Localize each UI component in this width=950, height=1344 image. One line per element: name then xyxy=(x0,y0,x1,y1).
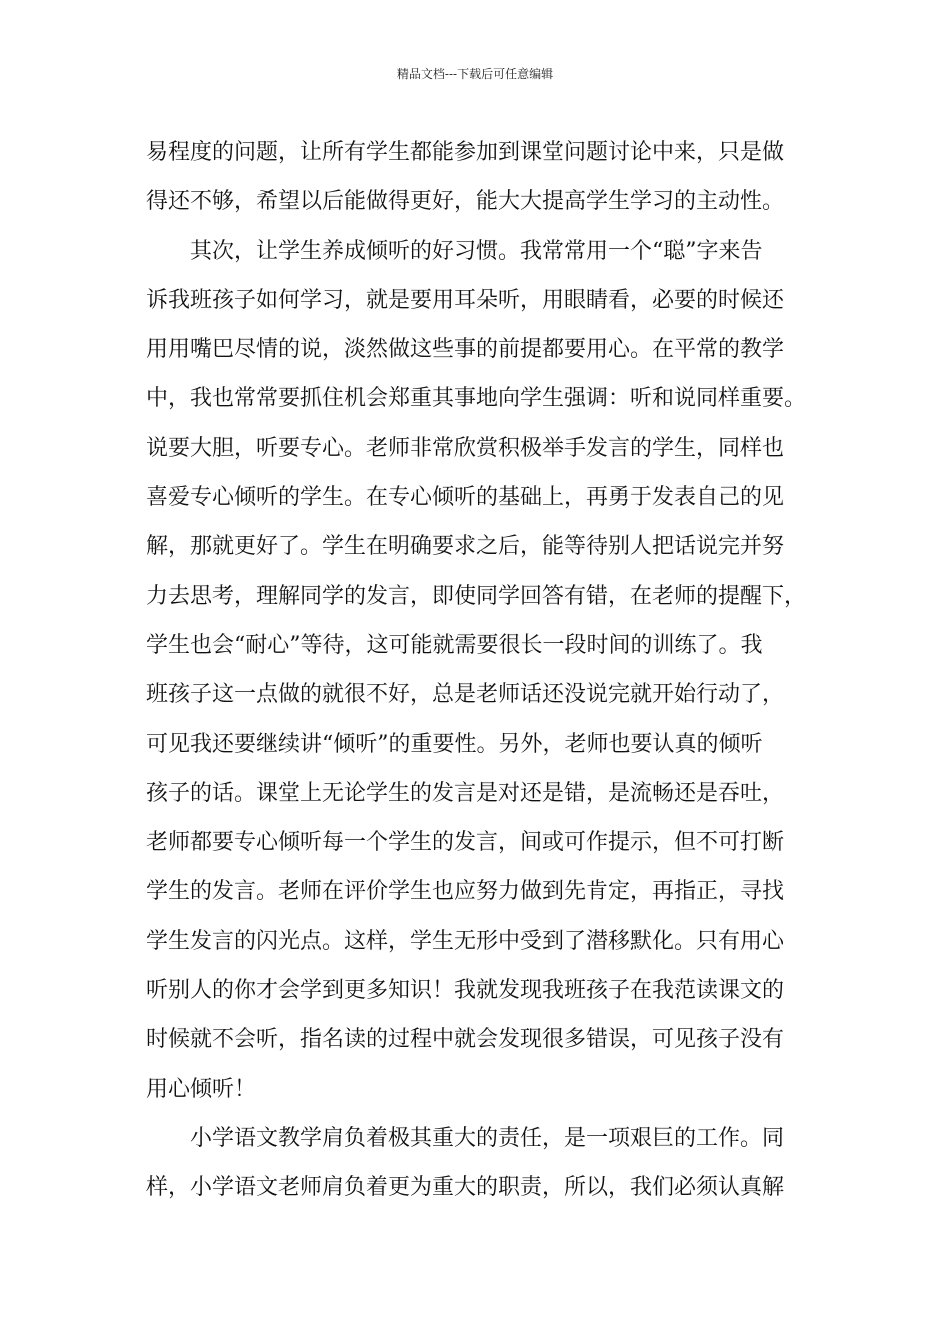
text-line: 解，那就更好了。学生在明确要求之后，能等待别人把话说完并努 xyxy=(146,534,785,560)
text-line: 学生发言的闪光点。这样，学生无形中受到了潜移默化。只有用心 xyxy=(146,928,785,954)
text-line: 听别人的你才会学到更多知识！我就发现我班孩子在我范读课文的 xyxy=(146,978,785,1004)
text-line: 喜爱专心倾听的学生。在专心倾听的基础上，再勇于发表自己的见 xyxy=(146,485,785,511)
text-line: 中，我也常常要抓住机会郑重其事地向学生强调：听和说同样重要。 xyxy=(146,386,807,412)
text-line: 时候就不会听，指名读的过程中就会发现很多错误，可见孩子没有 xyxy=(146,1027,785,1053)
text-line: 得还不够，希望以后能做得更好，能大大提高学生学习的主动性。 xyxy=(146,189,785,215)
text-line: 孩子的话。课堂上无论学生的发言是对还是错，是流畅还是吞吐， xyxy=(146,780,785,806)
text-line: 老师都要专心倾听每一个学生的发言，间或可作提示，但不可打断 xyxy=(146,830,785,856)
text-line: 易程度的问题，让所有学生都能参加到课堂问题讨论中来，只是做 xyxy=(146,140,785,165)
text-line: 学生也会“耐心”等待，这可能就需要很长一段时间的训练了。我 xyxy=(146,632,763,658)
text-line: 力去思考，理解同学的发言，即使同学回答有错，在老师的提醒下， xyxy=(146,583,807,609)
text-line: 学生的发言。老师在评价学生也应努力做到先肯定，再指正，寻找 xyxy=(146,879,785,905)
paragraph-start-line: 小学语文教学肩负着极其重大的责任，是一项艰巨的工作。同 xyxy=(190,1125,785,1151)
text-line: 班孩子这一点做的就很不好，总是老师话还没说完就开始行动了， xyxy=(146,682,785,708)
text-line: 用用嘴巴尽情的说，淡然做这些事的前提都要用心。在平常的教学 xyxy=(146,337,785,363)
text-line: 样，小学语文老师肩负着更为重大的职责，所以，我们必须认真解 xyxy=(146,1175,785,1201)
text-line: 可见我还要继续讲“倾听”的重要性。另外，老师也要认真的倾听 xyxy=(146,731,763,757)
page-header: 精品文档---下载后可任意编辑 xyxy=(396,67,554,81)
text-line: 诉我班孩子如何学习，就是要用耳朵听，用眼睛看，必要的时候还 xyxy=(146,287,785,313)
text-line: 用心倾听！ xyxy=(146,1076,257,1102)
document-body xyxy=(146,128,826,1213)
paragraph-start-line: 其次，让学生养成倾听的好习惯。我常常用一个“聪”字来告 xyxy=(190,238,763,264)
text-line: 说要大胆，听要专心。老师非常欣赏积极举手发言的学生，同样也 xyxy=(146,435,785,461)
